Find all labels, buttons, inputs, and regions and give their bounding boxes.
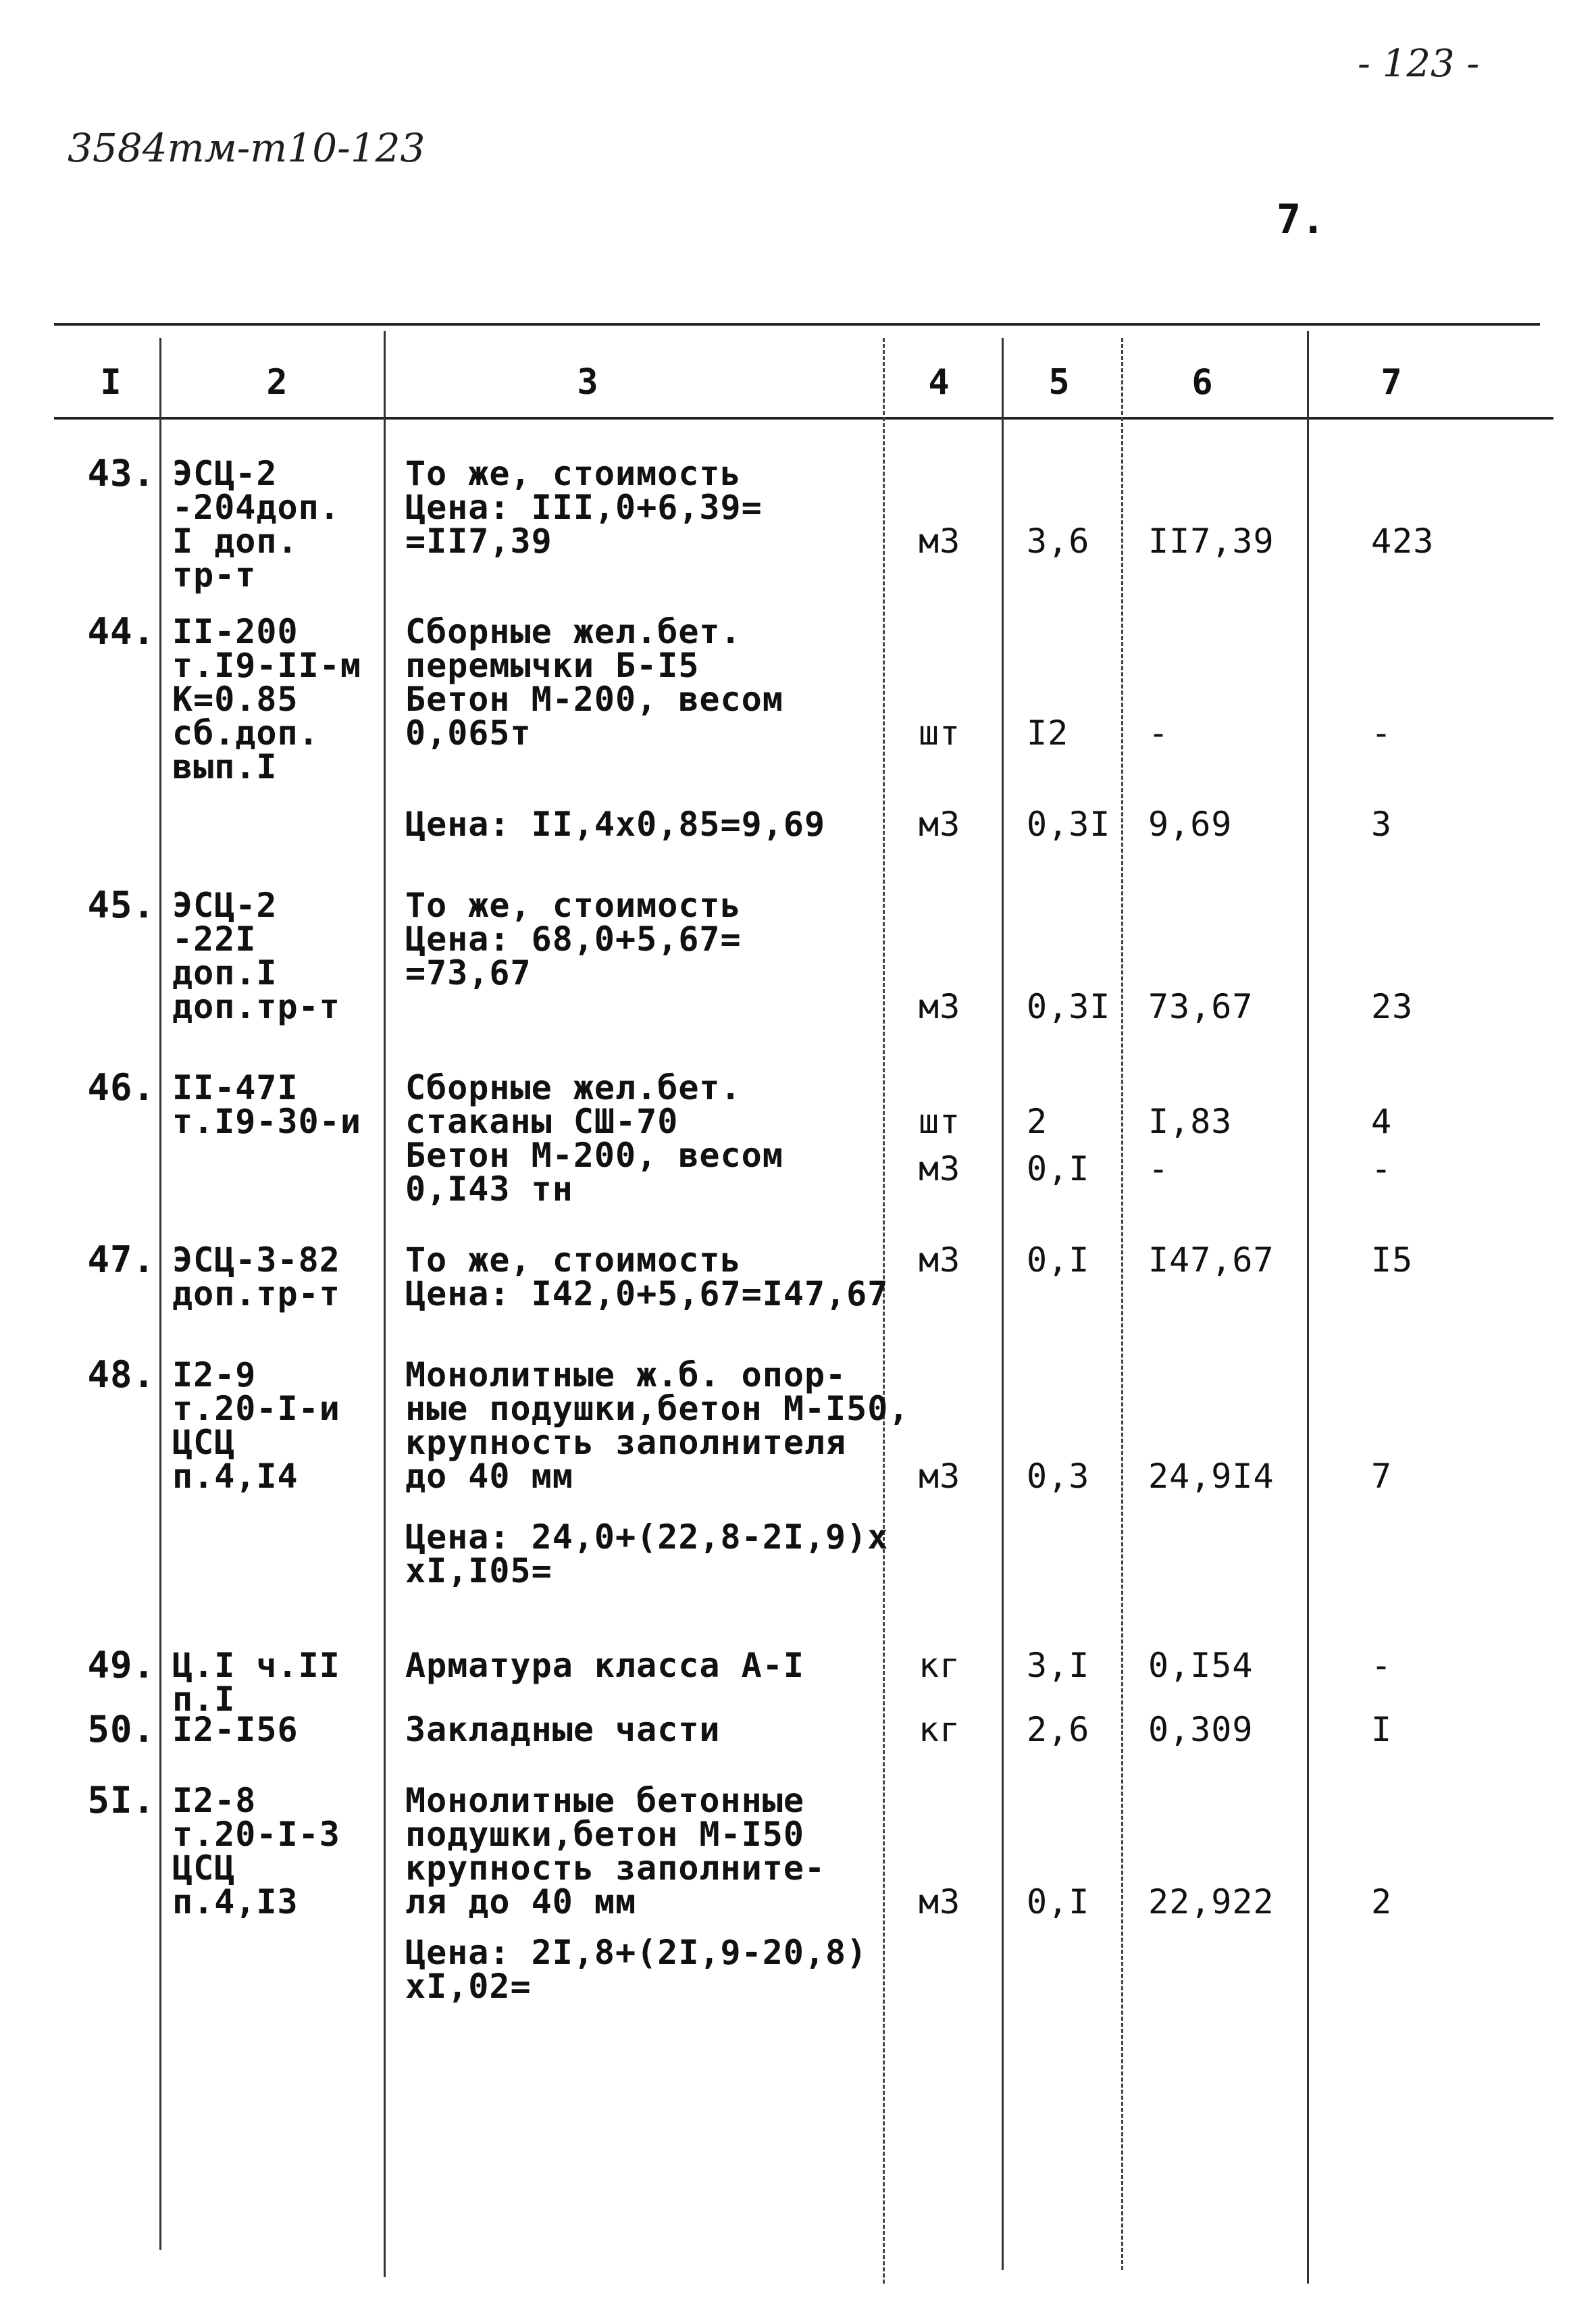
work-description: Сборные жел.бет. bbox=[405, 1068, 742, 1107]
row-number: 50. bbox=[87, 1708, 155, 1751]
column-header: 4 bbox=[928, 362, 950, 403]
norm-code: т.I9-30-и bbox=[172, 1102, 361, 1141]
work-description: перемычки Б-I5 bbox=[405, 646, 700, 685]
work-description: ля до 40 мм bbox=[405, 1882, 637, 1921]
unit-price-cell: 24,9I4 bbox=[1148, 1457, 1275, 1496]
quantity-cell: 0,3 bbox=[1027, 1457, 1090, 1496]
unit-price-cell: I,83 bbox=[1148, 1102, 1233, 1141]
norm-code: п.I bbox=[172, 1680, 236, 1719]
norm-code: доп.I bbox=[172, 953, 278, 992]
unit-price-cell: I47,67 bbox=[1148, 1240, 1275, 1280]
work-description: Монолитные ж.б. опор- bbox=[405, 1355, 847, 1394]
work-description: То же, стоимость bbox=[405, 886, 742, 925]
norm-code: I2-8 bbox=[172, 1781, 257, 1820]
unit-cell: м3 bbox=[919, 1457, 961, 1496]
work-description: То же, стоимость bbox=[405, 454, 742, 493]
total-cell: 2 bbox=[1371, 1882, 1393, 1921]
unit-cell: м3 bbox=[919, 987, 961, 1026]
total-cell: - bbox=[1371, 1149, 1393, 1188]
work-description: крупность заполнителя bbox=[405, 1423, 847, 1462]
quantity-cell: 3,I bbox=[1027, 1646, 1090, 1685]
quantity-cell: 0,3I bbox=[1027, 987, 1111, 1026]
norm-code: -22I bbox=[172, 920, 257, 959]
work-description: xI,I05= bbox=[405, 1551, 552, 1590]
column-header: 6 bbox=[1191, 362, 1213, 403]
document-code-handwritten: 3584тм-т10-123 bbox=[68, 125, 426, 171]
work-description: Закладные части bbox=[405, 1710, 721, 1749]
total-cell: - bbox=[1371, 713, 1393, 753]
work-description: =II7,39 bbox=[405, 522, 552, 561]
work-description: =73,67 bbox=[405, 953, 532, 992]
norm-code: II-200 bbox=[172, 612, 299, 651]
column-header: 2 bbox=[266, 362, 288, 403]
quantity-cell: 0,I bbox=[1027, 1240, 1090, 1280]
work-description: Сборные жел.бет. bbox=[405, 612, 742, 651]
work-description: То же, стоимость bbox=[405, 1240, 742, 1280]
work-description: 0,065т bbox=[405, 713, 532, 753]
work-description: 0,I43 тн bbox=[405, 1169, 573, 1209]
work-description: Цена: 2I,8+(2I,9-20,8) bbox=[405, 1933, 868, 1972]
work-description: Монолитные бетонные bbox=[405, 1781, 804, 1820]
norm-code: т.20-I-и bbox=[172, 1389, 340, 1428]
unit-price-cell: 0,309 bbox=[1148, 1710, 1254, 1749]
row-number: 5I. bbox=[87, 1779, 155, 1821]
column-header: 3 bbox=[577, 362, 598, 403]
unit-cell: шт bbox=[919, 713, 961, 753]
quantity-cell: 0,3I bbox=[1027, 805, 1111, 844]
total-cell: I5 bbox=[1371, 1240, 1414, 1280]
norm-code: I2-9 bbox=[172, 1355, 257, 1394]
unit-cell: шт bbox=[919, 1102, 961, 1141]
quantity-cell: 2,6 bbox=[1027, 1710, 1090, 1749]
work-description: Цена: 68,0+5,67= bbox=[405, 920, 742, 959]
row-number: 47. bbox=[87, 1238, 155, 1281]
work-description: Арматура класса А-I bbox=[405, 1646, 804, 1685]
norm-code: доп.тр-т bbox=[172, 1274, 340, 1313]
column-header: 7 bbox=[1381, 362, 1402, 403]
norm-code: II-47I bbox=[172, 1068, 299, 1107]
row-number: 46. bbox=[87, 1066, 155, 1109]
quantity-cell: I2 bbox=[1027, 713, 1069, 753]
norm-code: -204доп. bbox=[172, 488, 340, 527]
norm-code: I2-I56 bbox=[172, 1710, 299, 1749]
quantity-cell: 3,6 bbox=[1027, 522, 1090, 561]
total-cell: 23 bbox=[1371, 987, 1414, 1026]
row-number: 43. bbox=[87, 452, 155, 495]
unit-cell: м3 bbox=[919, 805, 961, 844]
work-description: подушки,бетон М-I50 bbox=[405, 1815, 804, 1854]
row-number: 45. bbox=[87, 884, 155, 926]
row-number: 49. bbox=[87, 1644, 155, 1686]
unit-cell: м3 bbox=[919, 1882, 961, 1921]
quantity-cell: 0,I bbox=[1027, 1882, 1090, 1921]
total-cell: - bbox=[1371, 1646, 1393, 1685]
unit-cell: кг bbox=[919, 1710, 961, 1749]
norm-code: I доп. bbox=[172, 522, 299, 561]
norm-code: ЦСЦ bbox=[172, 1423, 236, 1462]
unit-cell: м3 bbox=[919, 1240, 961, 1280]
unit-price-cell: 22,922 bbox=[1148, 1882, 1275, 1921]
unit-cell: м3 bbox=[919, 1149, 961, 1188]
work-description: xI,02= bbox=[405, 1967, 532, 2006]
norm-code: ЭСЦ-3-82 bbox=[172, 1240, 340, 1280]
norm-code: т.20-I-3 bbox=[172, 1815, 340, 1854]
work-description: Цена: 24,0+(22,8-2I,9)x bbox=[405, 1517, 889, 1557]
section-number: 7. bbox=[1277, 196, 1326, 243]
work-description: Бетон М-200, весом bbox=[405, 1136, 783, 1175]
page-number-handwritten: - 123 - bbox=[1358, 42, 1480, 86]
work-description: крупность заполните- bbox=[405, 1848, 826, 1888]
column-header: 5 bbox=[1048, 362, 1070, 403]
work-description: Цена: III,0+6,39= bbox=[405, 488, 763, 527]
work-description: ные подушки,бетон М-I50, bbox=[405, 1389, 910, 1428]
norm-code: Ц.I ч.II bbox=[172, 1646, 340, 1685]
total-cell: 3 bbox=[1371, 805, 1393, 844]
unit-price-cell: II7,39 bbox=[1148, 522, 1275, 561]
row-number: 44. bbox=[87, 610, 155, 653]
unit-cell: кг bbox=[919, 1646, 961, 1685]
total-cell: I bbox=[1371, 1710, 1393, 1749]
work-description: Бетон М-200, весом bbox=[405, 680, 783, 719]
column-header: I bbox=[100, 362, 122, 403]
work-description: до 40 мм bbox=[405, 1457, 573, 1496]
price-formula: Цена: II,4x0,85=9,69 bbox=[405, 805, 826, 844]
norm-code: сб.доп. bbox=[172, 713, 319, 753]
unit-cell: м3 bbox=[919, 522, 961, 561]
norm-code: п.4,I4 bbox=[172, 1457, 299, 1496]
norm-code: доп.тр-т bbox=[172, 987, 340, 1026]
norm-code: ЭСЦ-2 bbox=[172, 454, 278, 493]
norm-code: вып.I bbox=[172, 747, 278, 786]
unit-price-cell: - bbox=[1148, 1149, 1170, 1188]
total-cell: 4 bbox=[1371, 1102, 1393, 1141]
work-description: Цена: I42,0+5,67=I47,67 bbox=[405, 1274, 889, 1313]
work-description: стаканы СШ-70 bbox=[405, 1102, 679, 1141]
total-cell: 7 bbox=[1371, 1457, 1393, 1496]
norm-code: п.4,I3 bbox=[172, 1882, 299, 1921]
row-number: 48. bbox=[87, 1353, 155, 1396]
norm-code: ЦСЦ bbox=[172, 1848, 236, 1888]
unit-price-cell: 73,67 bbox=[1148, 987, 1254, 1026]
norm-code: ЭСЦ-2 bbox=[172, 886, 278, 925]
unit-price-cell: - bbox=[1148, 713, 1170, 753]
quantity-cell: 0,I bbox=[1027, 1149, 1090, 1188]
total-cell: 423 bbox=[1371, 522, 1435, 561]
quantity-cell: 2 bbox=[1027, 1102, 1048, 1141]
norm-code: К=0.85 bbox=[172, 680, 299, 719]
norm-code: тр-т bbox=[172, 555, 257, 595]
unit-price-cell: 0,I54 bbox=[1148, 1646, 1254, 1685]
unit-price-cell: 9,69 bbox=[1148, 805, 1233, 844]
norm-code: т.I9-II-м bbox=[172, 646, 361, 685]
